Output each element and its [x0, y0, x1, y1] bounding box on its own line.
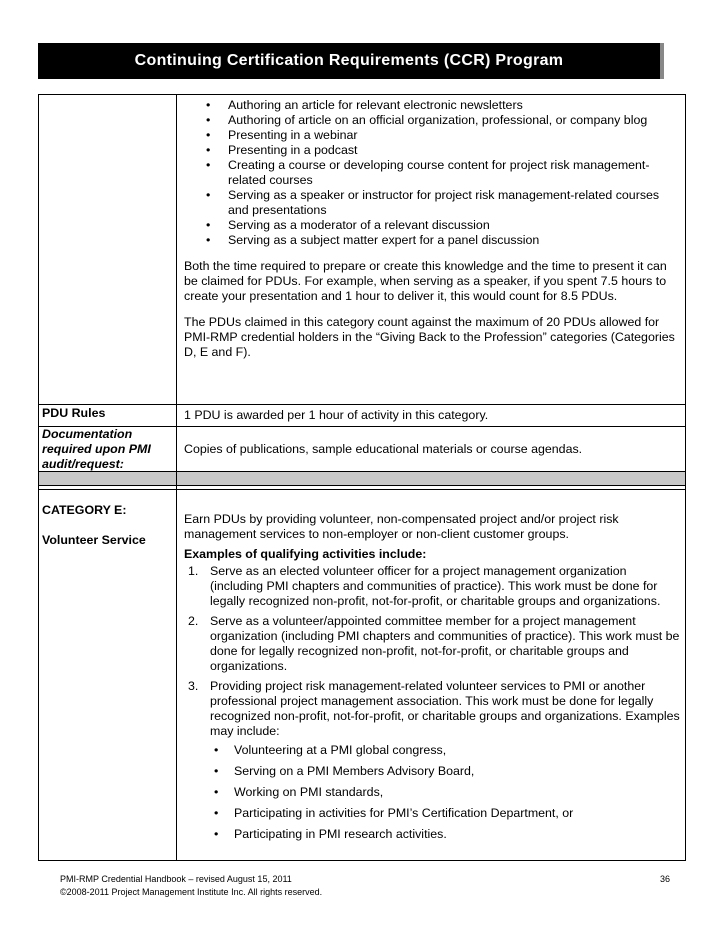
list-item: • Authoring an article for relevant electronic newsletters: [184, 98, 678, 113]
list-item: • Serving as a speaker or instructor for project risk management-related courses and presentations: [184, 188, 678, 218]
category-e-sublabel: Volunteer Service: [42, 533, 146, 547]
category-d-content: [184, 98, 678, 360]
page-number: 36: [659, 874, 670, 884]
list-item: • Serving as a moderator of a relevant discussion: [184, 218, 678, 233]
activity-list: [184, 98, 678, 248]
category-e-label: CATEGORY E:: [42, 503, 127, 517]
list-item: [184, 679, 680, 842]
pdu-claim-paragraph: Both the time required to prepare or create this knowledge and the time to present it can be claimed for PDUs. For example, when serving as a speaker, if you spent 7.5 hours to create your presentation and 1 hour to deliver it, this would count for 8.5 PDUs.: [184, 259, 667, 303]
requirements-table: [38, 94, 686, 860]
documentation-label: Documentation required upon PMI audit/request:: [42, 427, 151, 471]
list-item: [184, 564, 680, 609]
item-text: Serve as an elected volunteer officer for a project management organization (including PMI chapters and communities of practice). This work must be done for legally recognized non-profit, not-for-profit, or charitable groups and organizations.: [210, 564, 661, 608]
item-text: Providing project risk management-related volunteer services to PMI or another professional project management association. This work must be done for legally recognized non-profit, not-for-profit, or charitable groups and organizations. Examples may include:: [210, 679, 680, 738]
footer-handbook-line: PMI-RMP Credential Handbook – revised August 15, 2011: [60, 874, 292, 884]
page-title: Continuing Certification Requirements (CCR) Program: [134, 52, 564, 69]
item-text: Serve as a volunteer/appointed committee member for a project management organization (including PMI chapters and communities of practice). This work must be done for legally recognized non-profit, not-for-profit, or charitable groups and organizations.: [210, 614, 680, 673]
item-number: 3.: [188, 679, 199, 693]
list-item: [184, 614, 680, 674]
category-e-content: [184, 512, 680, 848]
list-item: • Participating in PMI research activities.: [210, 827, 680, 842]
pdu-rules-label: PDU Rules: [42, 406, 106, 420]
sub-examples-list: [210, 743, 680, 842]
footer-copyright-line: ©2008-2011 Project Management Institute Inc. All rights reserved.: [60, 887, 323, 897]
page-header-bar: [38, 43, 664, 79]
list-item: • Presenting in a webinar: [184, 128, 678, 143]
pdu-maximum-paragraph: The PDUs claimed in this category count against the maximum of 20 PDUs allowed for PMI-RMP credential holders in the “Giving Back to the Profession” categories (Categories D, E and F).: [184, 315, 675, 359]
list-item: • Authoring of article on an official organization, professional, or company blog: [184, 113, 678, 128]
list-item: • Serving as a subject matter expert for a panel discussion: [184, 233, 678, 248]
list-item: • Creating a course or developing course content for project risk management-related courses: [184, 158, 678, 188]
item-number: 1.: [188, 564, 199, 578]
category-e-intro: Earn PDUs by providing volunteer, non-compensated project and/or project risk management services to non-employer or non-client customer groups.: [184, 512, 619, 541]
page-footer: [60, 873, 670, 899]
examples-heading: Examples of qualifying activities include:: [184, 547, 427, 561]
list-item: • Working on PMI standards,: [210, 785, 680, 800]
list-item: • Participating in activities for PMI’s Certification Department, or: [210, 806, 680, 821]
item-number: 2.: [188, 614, 199, 628]
qualifying-activities-list: [184, 564, 680, 842]
list-item: • Serving on a PMI Members Advisory Board,: [210, 764, 680, 779]
list-item: • Volunteering at a PMI global congress,: [210, 743, 680, 758]
documentation-text: Copies of publications, sample educational materials or course agendas.: [184, 442, 583, 456]
separator-row: [38, 472, 686, 485]
list-item: • Presenting in a podcast: [184, 143, 678, 158]
pdu-rules-text: 1 PDU is awarded per 1 hour of activity in this category.: [184, 408, 489, 422]
